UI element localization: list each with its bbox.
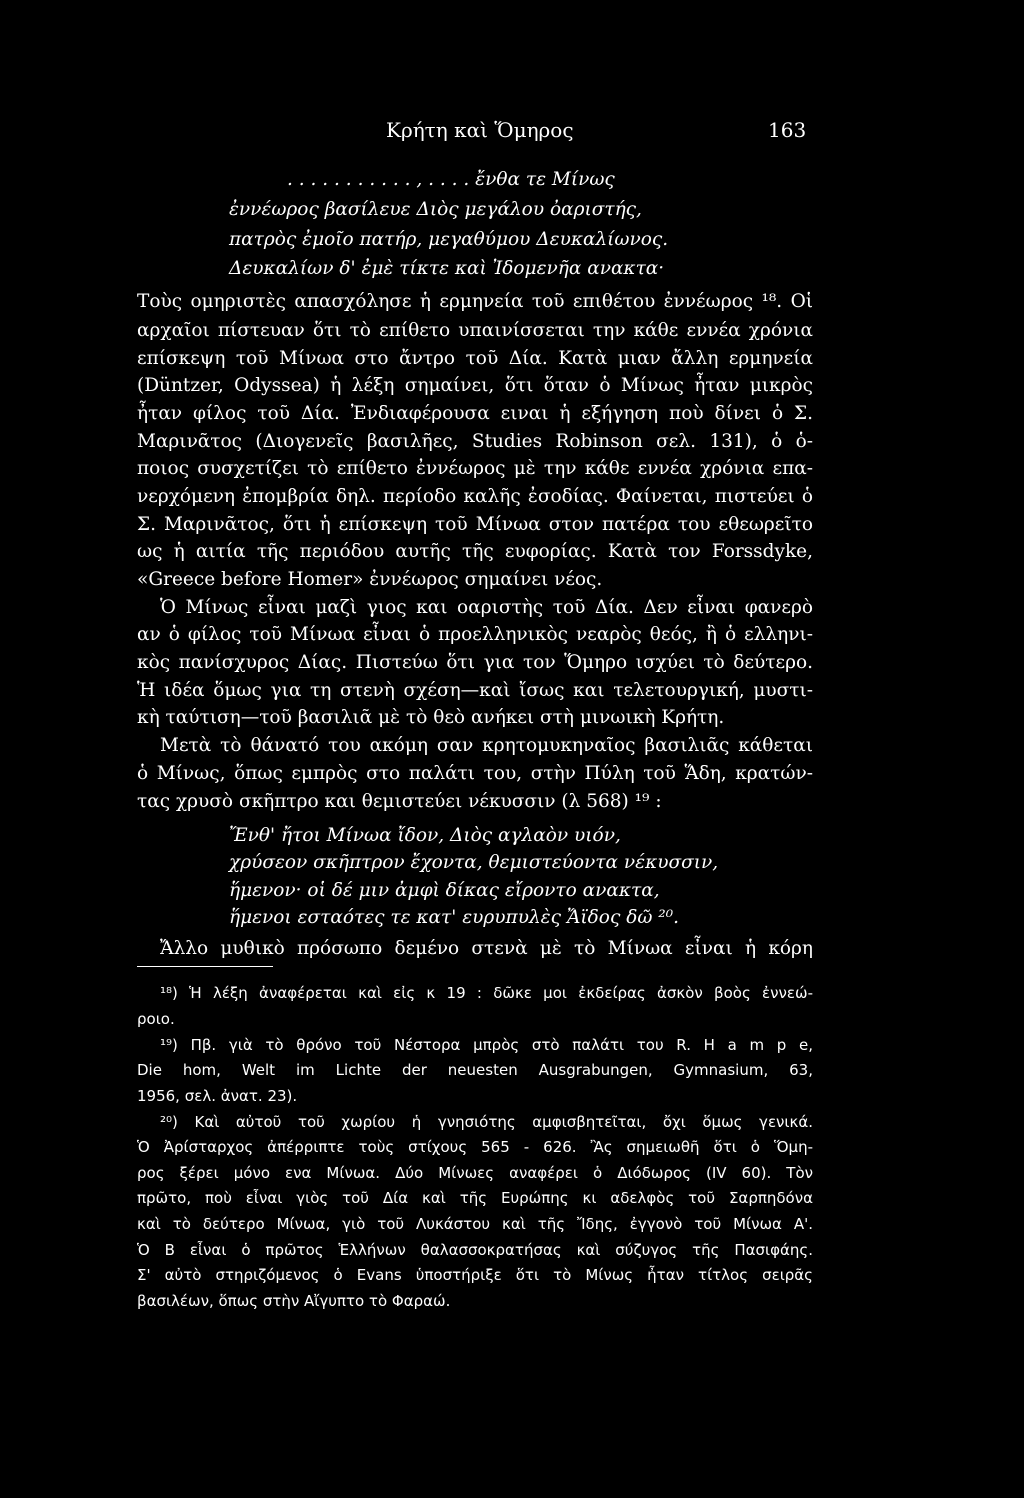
body-line: Τοὺς ομηριστὲς απασχόλησε ἡ ερμηνεία τοῦ επιθέτου ἐννέωρος ¹⁸. Οἱ [137,291,813,312]
footnote-line: ροιο. [137,1010,175,1028]
footnote-line: Ὁ Β εἶναι ὁ πρῶτος Ἑλλήνων θαλασσοκρατήσας καὶ σύζυγος τῆς Πασιφάης. [137,1241,813,1259]
body-line: κὸς πανίσχυρος Δίας. Πιστεύω ὅτι για τον Ὅμηρο ισχύει τὸ δεύτερο. [137,652,813,673]
footnote-rule [137,966,273,967]
verse-line: ἥμενοι εσταότες τε κατ' ευρυπυλὲς Ἄϊδος δῶ ²⁰. [229,907,680,928]
footnote-line: ρος ξέρει μόνο ενα Μίνωα. Δύο Μίνωες αναφέρει ὁ Διόδωρος (IV 60). Τὸν [137,1164,813,1182]
body-line: Ἄλλο μυθικὸ πρόσωπο δεμένο στενὰ μὲ τὸ Μίνωα εἶναι ἡ κόρη [160,938,813,959]
verse-line: πατρὸς ἐμοῖο πατήρ, μεγαθύμου Δευκαλίωνος. [229,229,669,250]
footnote-line: Σ' αὐτὸ στηριζόμενος ὁ Evans ὑποστήριξε ὅτι τὸ Μίνως ἦταν τίτλος σειρᾶς [137,1266,813,1284]
body-line: αν ὁ φίλος τοῦ Μίνωα εἶναι ὁ προελληνικὸς νεαρὸς θεός, ἢ ὁ ελληνι- [137,624,813,645]
footnote-line: Ὁ Ἀρίσταρχος ἀπέρριπτε τοὺς στίχους 565 - 626. Ἂς σημειωθῆ ὅτι ὁ Ὅμη- [137,1138,813,1156]
footnote-line: βασιλέων, ὅπως στὴν Αἴγυπτο τὸ Φαραώ. [137,1292,451,1310]
footnote-line: ¹⁸) Ἡ λέξη ἀναφέρεται καὶ εἰς κ 19 : δῶκε μοι ἐκδείρας ἀσκὸν βοὸς ἐννεώ- [160,984,813,1002]
verse-line: ἥμενον· οἱ δέ μιν ἀμφὶ δίκας εἴροντο ανακτα, [229,880,660,901]
page-number: 163 [768,118,807,142]
body-line: (Düntzer, Odyssea) ἡ λέξη σημαίνει, ὅτι ὅταν ὁ Μίνως ἦταν μικρὸς [137,375,813,396]
body-line: Ἡ ιδέα ὅμως για τη στενὴ σχέση—καὶ ἴσως και τελετουργική, μυστι- [137,680,813,701]
footnote-line: Die hom, Welt im Lichte der neuesten Ausgrabungen, Gymnasium, 63, [137,1061,813,1079]
body-line: Ὁ Μίνως εἶναι μαζὶ γιος και οαριστὴς τοῦ Δία. Δεν εἶναι φανερὸ [160,597,813,618]
body-line: ὁ Μίνως, ὅπως εμπρὸς στο παλάτι του, στὴν Πύλη τοῦ Ἅδη, κρατών- [137,763,813,784]
footnote-line: καὶ τὸ δεύτερο Μίνωα, γιὸ τοῦ Λυκάστου καὶ τῆς Ἴδης, ἐγγονὸ τοῦ Μίνωα Α'. [137,1215,813,1233]
body-line: επίσκεψη τοῦ Μίνωα στο ἄντρο τοῦ Δία. Κατὰ μιαν ἄλλη ερμηνεία [137,348,813,369]
verse-line: Δευκαλίων δ' ἐμὲ τίκτε καὶ Ἰδομενῆα ανακτα· [229,258,665,279]
body-line: ως ἡ αιτία τῆς περιόδου αυτῆς τῆς ευφορίας. Κατὰ τον Forssdyke, [137,541,813,562]
body-line: Σ. Μαρινᾶτος, ὅτι ἡ επίσκεψη τοῦ Μίνωα στον πατέρα του εθεωρεῖτο [137,514,813,535]
verse-line: χρύσεον σκῆπτρον ἔχοντα, θεμιστεύοντα νέκυσσιν, [229,852,719,873]
verse-line: ἐννέωρος βασίλευε Διὸς μεγάλου ὀαριστής, [229,199,642,220]
footnote-line: ¹⁹) Πβ. γιὰ τὸ θρόνο τοῦ Νέστορα μπρὸς στὸ παλάτι του R. H a m p e, [160,1036,813,1054]
body-line: αρχαῖοι πίστευαν ὅτι τὸ επίθετο υπαινίσσεται την κάθε εννέα χρόνια [137,320,813,341]
footnote-line: 1956, σελ. ἀνατ. 23). [137,1087,298,1105]
body-line: Μαρινᾶτος (Διογενεῖς βασιλῆες, Studies Robinson σελ. 131), ὁ ὁ- [137,431,813,452]
body-line: «Greece before Homer» ἐννέωρος σημαίνει νέος. [137,569,603,590]
body-line: ποιος συσχετίζει τὸ επίθετο ἐννέωρος μὲ την κάθε εννέα χρόνια επα- [137,458,813,479]
footnote-line: πρῶτο, ποὺ εἶναι γιὸς τοῦ Δία καὶ τῆς Ευρώπης κι αδελφὸς τοῦ Σαρπηδόνα [137,1189,813,1207]
body-line: ἦταν φίλος τοῦ Δία. Ἐνδιαφέρουσα ειναι ἡ εξήγηση ποὺ δίνει ὁ Σ. [137,403,813,424]
body-line: κὴ ταύτιση—τοῦ βασιλιᾶ μὲ τὸ θεὸ ανήκει στὴ μινωικὴ Κρήτη. [137,707,725,728]
body-line: τας χρυσὸ σκῆπτρο και θεμιστεύει νέκυσσιν (λ 568) ¹⁹ : [137,791,662,812]
body-line: Μετὰ τὸ θάνατό του ακόμη σαν κρητομυκηναῖος βασιλιᾶς κάθεται [160,735,813,756]
verse-line: Ἔνθ' ἤτοι Μίνωα ἴδον, Διὸς αγλαὸν υιόν, [229,825,621,846]
verse-line: . . . . . . . . . . . , . . . . ἔνθα τε Μίνως [287,169,615,190]
running-header: Κρήτη καὶ Ὅμηρος [386,118,574,142]
body-line: νερχόμενη ἐπομβρία δηλ. περίοδο καλῆς ἐσοδίας. Φαίνεται, πιστεύει ὁ [137,486,813,507]
footnote-line: ²⁰) Καὶ αὐτοῦ τοῦ χωρίου ἡ γνησιότης αμφισβητεῖται, ὄχι ὅμως γενικά. [160,1113,813,1131]
